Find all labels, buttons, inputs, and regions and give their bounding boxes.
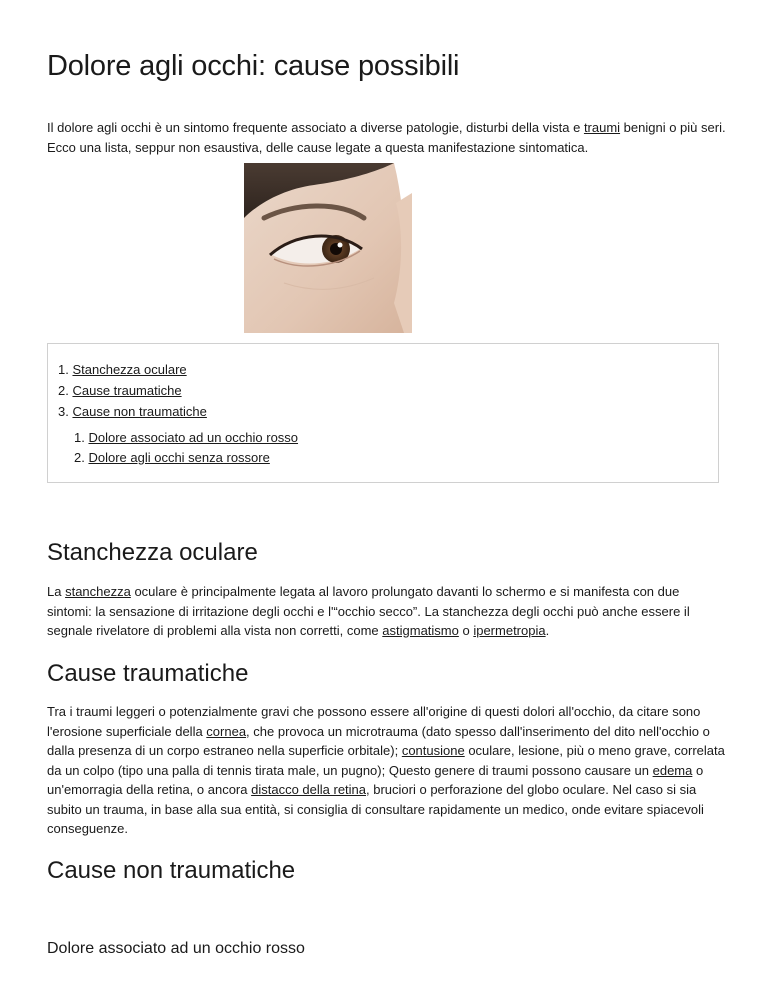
toc-item[interactable] bbox=[58, 362, 187, 378]
section-heading-cause-non-traumatiche: Cause non traumatiche bbox=[47, 857, 296, 884]
link-traumi[interactable]: traumi bbox=[583, 120, 621, 135]
toc-subitem-number: 2. bbox=[74, 450, 85, 465]
subsection-heading-occhio-rosso: Dolore associato ad un occhio rosso bbox=[47, 940, 305, 957]
paragraph-text: o bbox=[458, 623, 474, 638]
toc-link-cause-non-traumatiche[interactable]: Cause non traumatiche bbox=[72, 404, 207, 419]
toc-link-stanchezza-oculare[interactable]: Stanchezza oculare bbox=[72, 362, 187, 377]
toc-subitem-number: 1. bbox=[74, 430, 85, 445]
link-contusione[interactable]: contusione bbox=[401, 743, 465, 758]
paragraph-text: oculare, lesione, più o meno grave, correlata da un colpo (tipo una palla di tennis tirata male, un pugno); Questo genere di traumi possono causare un bbox=[47, 743, 725, 778]
page-title: Dolore agli occhi: cause possibili bbox=[47, 50, 460, 82]
toc-item[interactable] bbox=[58, 383, 182, 399]
toc-item[interactable] bbox=[58, 404, 207, 420]
eye-photo bbox=[244, 163, 412, 333]
link-edema[interactable]: edema bbox=[652, 762, 693, 778]
toc-item-number: 1. bbox=[58, 362, 69, 377]
intro-text: benigni o più seri. Ecco una lista, seppur non esaustiva, delle cause legate a questa manifestazione sintomatica. bbox=[47, 120, 726, 155]
toc-link-dolore-senza-rossore[interactable]: Dolore agli occhi senza rossore bbox=[88, 450, 270, 465]
toc-subitem[interactable] bbox=[74, 430, 298, 446]
toc-subitem[interactable] bbox=[74, 450, 270, 466]
link-cornea[interactable]: cornea bbox=[206, 723, 247, 739]
eye-photo-illustration bbox=[244, 163, 412, 333]
paragraph-text: o un'emorragia della retina, o ancora bbox=[47, 762, 704, 797]
toc-item-number: 2. bbox=[58, 383, 69, 398]
section-paragraph-traumatiche bbox=[47, 702, 727, 839]
link-distacco-della-retina[interactable]: distacco della retina bbox=[251, 782, 367, 797]
paragraph-text: oculare è principalmente legata al lavoro prolungato davanti lo schermo e si manifesta con due sintomi: la sensazione di irritazione degli occhi e l'“occhio secco”. La stanchezza degli occhi può anche essere il segnale rivelatore di problemi alla vista non corretti, come bbox=[47, 584, 690, 638]
section-heading-stanchezza-oculare: Stanchezza oculare bbox=[47, 539, 258, 566]
paragraph-text: . bbox=[545, 623, 550, 638]
toc-link-dolore-occhio-rosso[interactable]: Dolore associato ad un occhio rosso bbox=[88, 430, 299, 445]
link-stanchezza[interactable]: stanchezza bbox=[65, 584, 131, 599]
intro-text: Il dolore agli occhi è un sintomo frequente associato a diverse patologie, disturbi della vista e bbox=[47, 120, 584, 135]
link-ipermetropia[interactable]: ipermetropia bbox=[473, 623, 546, 638]
link-astigmatismo[interactable]: astigmatismo bbox=[382, 623, 459, 638]
paragraph-text: , bruciori o perforazione del globo oculare. Nel caso si sia subito un trauma, in base alla sua entità, si consiglia di consultare rapidamente un medico, onde evitare spiacevoli conseguenze. bbox=[47, 782, 704, 836]
paragraph-text: , che provoca un microtrauma (dato spesso dall'inserimento del dito nell'occhio o dalla presenza di un corpo estraneo nella superficie orbitale); bbox=[47, 723, 710, 758]
paragraph-text: La bbox=[47, 584, 66, 599]
paragraph-text: Tra i traumi leggeri o potenzialmente gravi che possono essere all'origine di questi dolori all'occhio, da citare sono l'erosione superficiale della bbox=[47, 704, 701, 739]
table-of-contents bbox=[47, 343, 719, 483]
section-paragraph-stanchezza bbox=[47, 582, 727, 641]
toc-item-number: 3. bbox=[58, 404, 69, 419]
toc-link-cause-traumatiche[interactable]: Cause traumatiche bbox=[72, 383, 182, 398]
section-heading-cause-traumatiche: Cause traumatiche bbox=[47, 660, 249, 687]
intro-paragraph bbox=[47, 118, 727, 157]
